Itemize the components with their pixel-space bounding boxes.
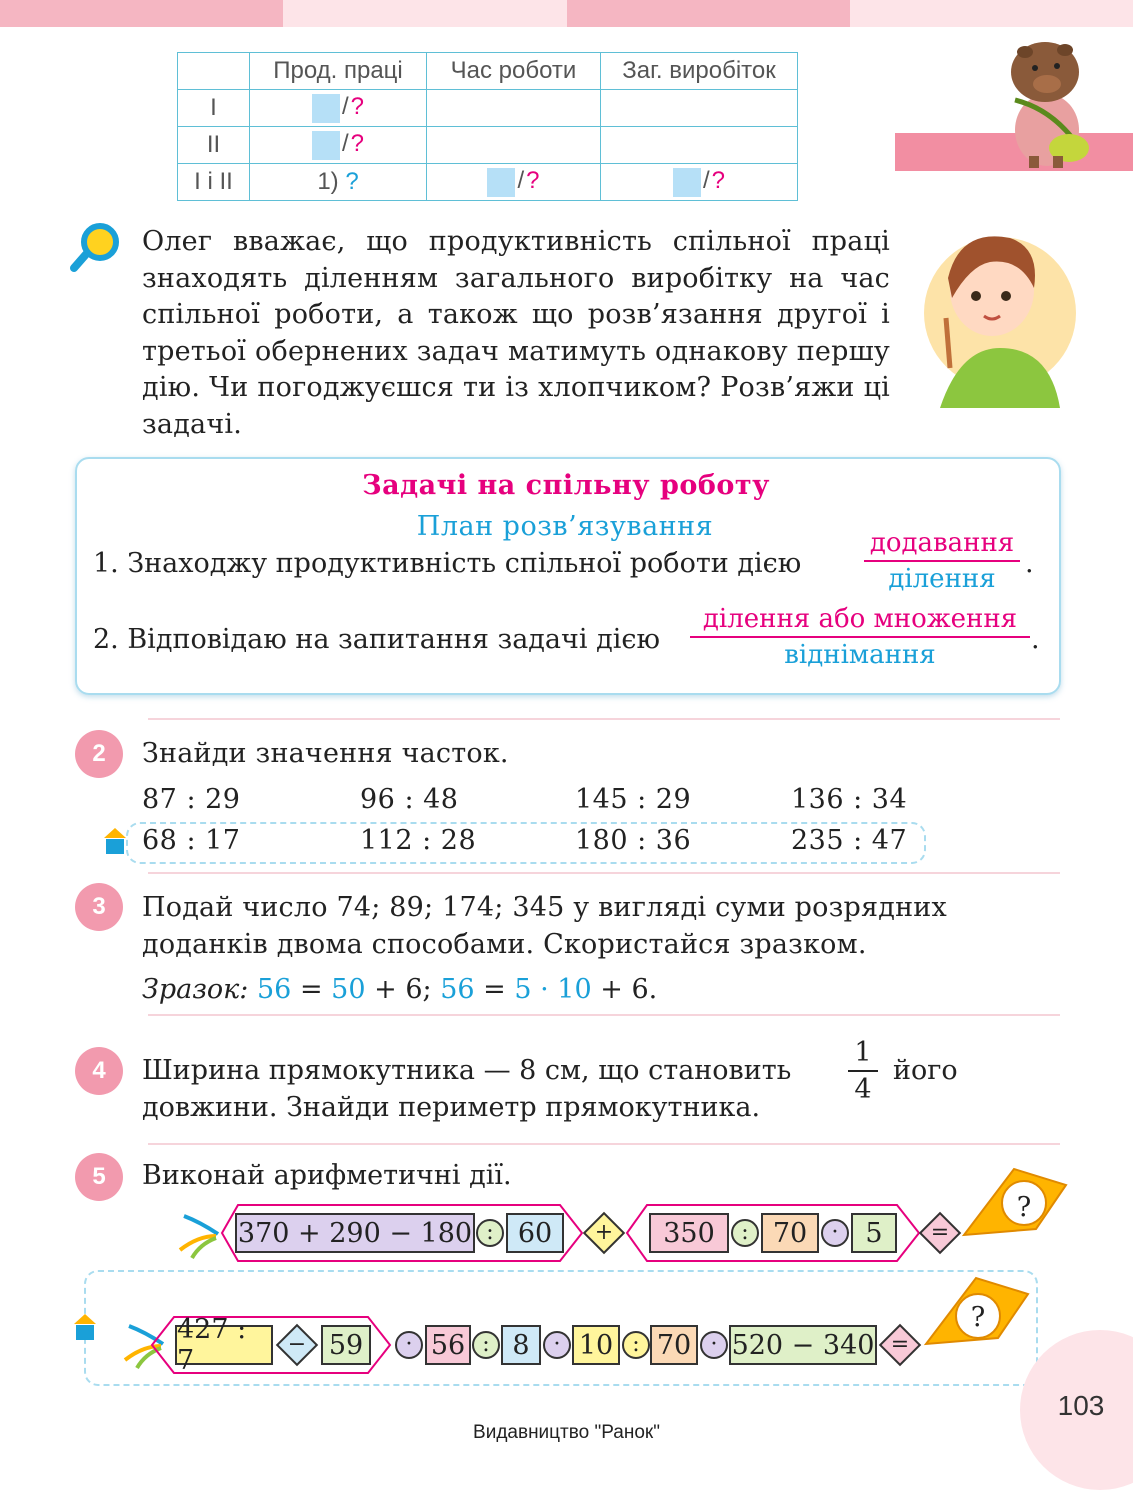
quotient: 136 : 34 (791, 784, 908, 815)
equals-sign: = (291, 974, 332, 1005)
fraction-denominator: 4 (854, 1074, 872, 1105)
quotient: 145 : 29 (575, 784, 692, 815)
expression-box: 350 (649, 1213, 729, 1253)
page-number: 103 (1057, 1390, 1105, 1421)
period: . (1031, 624, 1040, 655)
row-label: I і II (178, 164, 250, 201)
exercise-number-badge: 2 (75, 730, 123, 778)
sample-value: 10 (557, 974, 592, 1005)
question-mark: ? (350, 130, 365, 158)
capybara-illustration (995, 30, 1115, 170)
boy-illustration (920, 218, 1080, 413)
separator (148, 1014, 1060, 1016)
option-bottom: віднімання (784, 640, 936, 670)
step-number: 1) (317, 168, 339, 195)
sample-value: 56 (257, 974, 292, 1005)
sample-label: Зразок: (142, 974, 249, 1005)
quotient: 235 : 47 (791, 825, 908, 856)
table-header-cell: Прод. праці (250, 53, 427, 90)
row-label: II (178, 127, 250, 164)
table-cell (427, 90, 601, 127)
kite-question: ? (1016, 1192, 1032, 1223)
sample-value: 50 (331, 974, 366, 1005)
plus-sign: + (591, 974, 632, 1005)
plan-title: Задачі на спільну роботу (362, 470, 770, 501)
table-cell (250, 127, 427, 164)
option-top: ділення або множення (690, 604, 1030, 638)
option-bottom: ділення (888, 564, 996, 594)
quotient: 68 : 17 (142, 825, 241, 856)
expression-box: 56 (425, 1325, 471, 1365)
expression-box: 10 (572, 1325, 620, 1365)
plan-step-1 (93, 548, 801, 579)
table-header-cell: Час роботи (427, 53, 601, 90)
blank-square (312, 131, 340, 160)
expression-box: 5 (851, 1213, 897, 1253)
expression-box: 8 (501, 1325, 541, 1365)
expression-box: 60 (506, 1213, 564, 1253)
plan-step-2-text: 2. Відповідаю на запитання задачі дією (93, 624, 660, 655)
plan-step-1-options (864, 528, 1020, 594)
quotient: 87 : 29 (142, 784, 241, 815)
sample-value: 6 (631, 974, 649, 1005)
table-cell (601, 127, 798, 164)
table-cell (427, 127, 601, 164)
operator-circle: : (731, 1219, 759, 1247)
quotient: 180 : 36 (575, 825, 692, 856)
row-label: I (178, 90, 250, 127)
expression-box: 520 − 340 (729, 1325, 877, 1365)
slash: / (702, 167, 710, 195)
blank-square (673, 168, 701, 197)
operator-circle: : (472, 1331, 500, 1359)
blank-square (312, 94, 340, 123)
fraction-numerator: 1 (848, 1036, 878, 1072)
sample-value: 56 (440, 974, 475, 1005)
fraction (848, 1036, 878, 1108)
sample-value: 6 (405, 974, 423, 1005)
table-row (178, 90, 798, 127)
question-mark: ? (526, 167, 540, 195)
operator-circle: : (476, 1219, 504, 1247)
operator-circle: : (622, 1331, 650, 1359)
table-cell (250, 164, 427, 201)
exercise-number-badge: 5 (75, 1153, 123, 1201)
operator-circle: · (821, 1219, 849, 1247)
question-mark: ? (711, 167, 726, 195)
period: . (648, 974, 658, 1005)
operator-diamond (919, 1212, 961, 1254)
exercise-4-line-2: довжини. Знайди периметр прямокутника. (142, 1092, 761, 1123)
exercise-number-badge: 3 (75, 883, 123, 931)
magnifier-icon (68, 222, 124, 274)
table-header-row (178, 53, 798, 90)
separator (148, 718, 1060, 720)
table-header-cell: Заг. виробіток (601, 53, 798, 90)
operator-symbol: = (890, 1332, 910, 1357)
expression-box: 70 (650, 1325, 698, 1365)
table-cell (427, 164, 601, 201)
operator-symbol: = (930, 1220, 950, 1245)
separator (148, 1143, 1060, 1145)
sample-value: 5 (514, 974, 532, 1005)
exercise-4-word: його (893, 1055, 958, 1086)
table-row (178, 127, 798, 164)
exercise-2-text: Знайди значення часток. (142, 738, 509, 769)
table-cell (601, 90, 798, 127)
expression-box: 370 + 290 − 180 (235, 1213, 475, 1253)
separator (148, 872, 1060, 874)
period: . (1025, 548, 1034, 579)
table-row (178, 164, 798, 201)
question-mark: ? (350, 93, 365, 121)
house-icon (72, 1312, 98, 1342)
slash: / (341, 93, 349, 121)
sample-line (142, 974, 657, 1005)
expression-box: 427 : 7 (175, 1325, 273, 1365)
intro-paragraph: Олег вважає, що продуктивність спільної праці знаходять діленням загального виробітку на час спільної роботи, а також що розв’язання другої і третьої обернених задач матимуть однакову першу дію. Чи погоджуєшся ти із хлопчиком? Розв’яжи ці задачі. (142, 226, 890, 440)
separator-text: ; (422, 974, 441, 1005)
question-mark: ? (345, 168, 359, 195)
kite-question: ? (970, 1302, 986, 1333)
operator-circle: · (395, 1331, 423, 1359)
slash: / (341, 130, 349, 158)
option-top: додавання (864, 528, 1020, 562)
operator-diamond (583, 1212, 625, 1254)
dot-sign: · (531, 974, 558, 1005)
quotient: 112 : 28 (360, 825, 477, 856)
quotient: 96 : 48 (360, 784, 459, 815)
plus-sign: + (365, 974, 406, 1005)
equals-sign: = (474, 974, 515, 1005)
blank-square (487, 168, 515, 197)
table-header-cell (178, 53, 250, 90)
plan-subtitle: План розв’язування (416, 511, 714, 542)
exercise-4-line-1: Ширина прямокутника — 8 см, що становить (142, 1055, 792, 1086)
work-table (177, 52, 798, 201)
operator-symbol: − (287, 1332, 307, 1357)
exercise-number-badge: 4 (75, 1047, 123, 1095)
operator-circle: · (543, 1331, 571, 1359)
plan-step-2 (93, 624, 660, 655)
table-cell (250, 90, 427, 127)
expression-box: 70 (761, 1213, 819, 1253)
publisher-credit: Видавництво "Ранок" (473, 1422, 660, 1443)
slash: / (517, 167, 525, 195)
plan-step-2-options (690, 604, 1030, 670)
operator-circle: · (700, 1331, 728, 1359)
plan-step-1-text: 1. Знаходжу продуктивність спільної роботи дією (93, 548, 802, 579)
expression-box: 59 (321, 1325, 371, 1365)
table-cell (601, 164, 798, 201)
operator-symbol: + (594, 1220, 614, 1245)
exercise-3-text: Подай число 74; 89; 174; 345 у вигляді суми розрядних доданків двома способами. Скористайся зразком. (142, 892, 947, 960)
top-color-strip (0, 0, 1133, 27)
house-icon (102, 826, 128, 856)
exercise-5-text: Виконай арифметичні дії. (142, 1160, 512, 1191)
